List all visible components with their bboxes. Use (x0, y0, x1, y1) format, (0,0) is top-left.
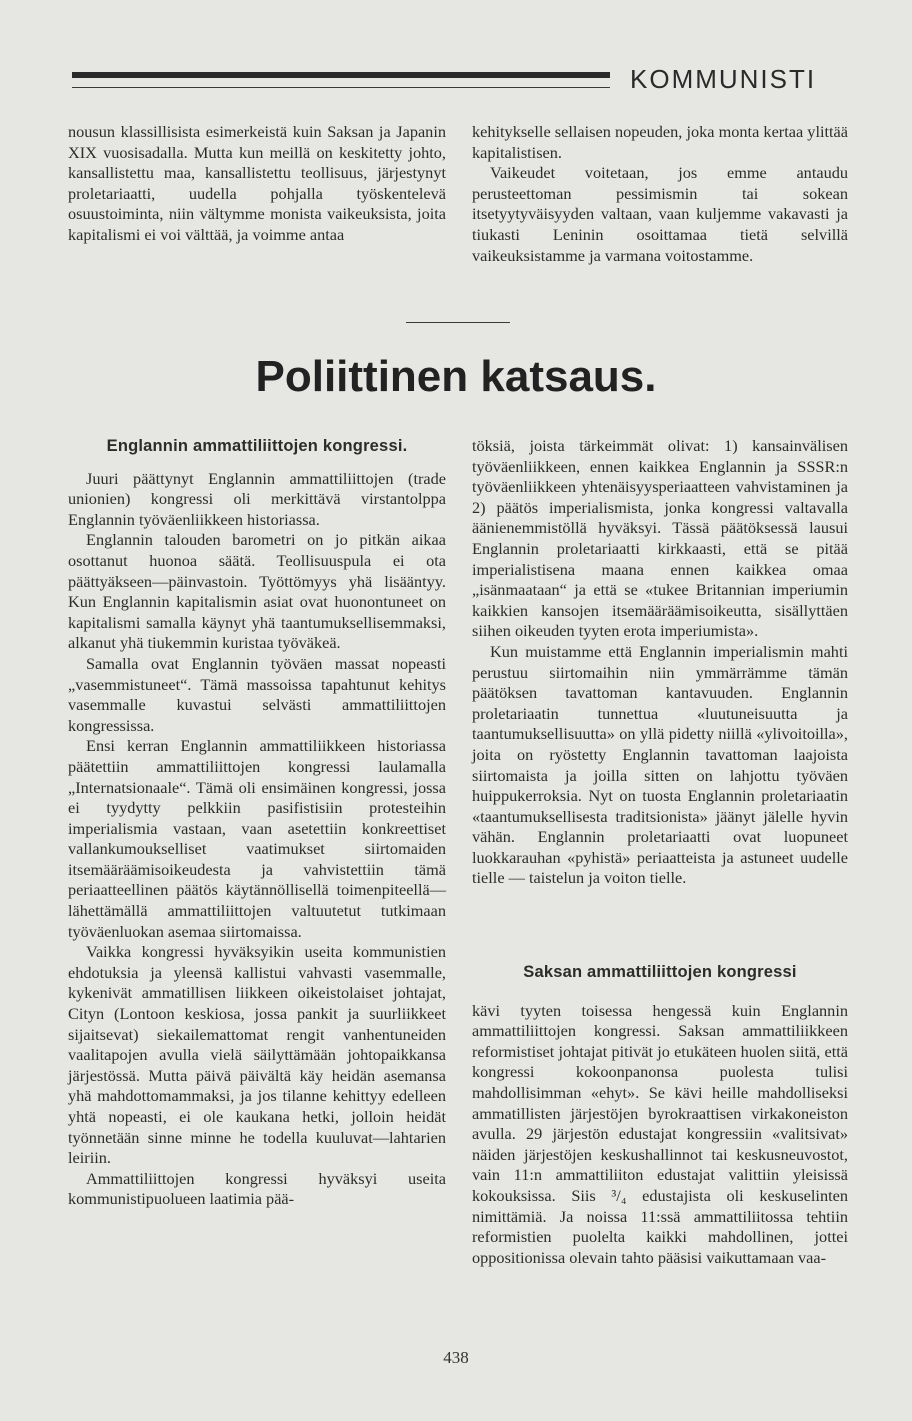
top-right-column (472, 122, 848, 266)
paragraph: Englannin talouden barometri on jo pitkän aikaa osottanut huonoa säätä. Teollisuuspula ei ota päättyäkseen—päinvastoin. Työttömyys yhä lisääntyy. Kun Englannin kapitalismin asiat ovat huonontuneet on kapitalismi samalla käynyt yhä taantumuksellisemmaksi, alkanut yhä tiukemmin kuristaa työväkeä. (68, 530, 446, 653)
left-article-column (68, 436, 446, 1210)
right-second-article (472, 962, 848, 1268)
article-subhead: Englannin ammattiliittojen kongressi. (106, 437, 408, 455)
paragraph: nousun klassillisista esimerkeistä kuin Saksan ja Japanin XIX vuosisadalla. Mutta kun meillä on keskitetty johto, kansallistettu maa, kansallistettu teollisuus, järjestynyt proletariaatti, uudella pohjalla työskentelevä osuustoiminta, niin vältymme monista vaikeuksista, joita kapitalismi ei voi välttää, ja voimme antaa (68, 122, 446, 244)
top-left-column (68, 122, 446, 246)
paragraph: Juuri päättynyt Englannin ammattiliittojen (trade unionien) kongressi oli merkittävä virstantolppa Englannin työväenliikkeen historiassa. (68, 468, 446, 529)
right-article-column (472, 436, 848, 889)
paragraph: kehitykselle sellaisen nopeuden, joka monta kertaa ylittää kapitalistisen. (472, 122, 848, 162)
paragraph: Samalla ovat Englannin työväen massat nopeasti „vasemmistuneet“. Tämä massoissa tapahtunut kehitys vasemmalle kuvastui selvästi ammattiliittojen kongressissa. (68, 653, 446, 735)
article-subhead: Saksan ammattiliittojen kongressi (523, 963, 797, 981)
section-title: Poliittinen katsaus. (255, 352, 657, 401)
paragraph: kävi tyyten toisessa hengessä kuin Englannin ammattiliittojen kongressi. Saksan ammattiliikkeen reformistiset johtajat pitivät jo etukäteen huolen siitä, että kongressi kokoonpanonsa puolesta tulisi mahdollisimman «ehyt». Se kävi heille mahdolliseksi ammatillisten järjestöjen byrokraattisen virkakoneiston avulla. 29 järjestön edustajat kongressiin «valitsivat» näiden järjestöjen keskushallinnot tai keskusneuvostot, vain 11:n ammattiliiton edustajat valittiin yleisissä kokouksissa. Siis ³/₄ edustajista oli keskuselinten nimittämiä. Ja noissa 11:ssä ammattiliitossa tehtiin reformistien puolelta kaikki mahdollinen, jottei oppositionissa olevain tahto pääsisi vaikuttamaan vaa- (472, 1000, 848, 1267)
paragraph: Vaikka kongressi hyväksyikin useita kommunistien ehdotuksia ja yleensä kallistui vahvasti vasemmalle, kykenivät ammatillisen liikkeen oikeistolaiset johtajat, Cityn (Lontoon keskiosa, jossa pankit ja suurliikkeet sijaitsevat) siekailemattomat rengit vanhentuneiden vaalitapojen avulla vielä säilyttämään johtopaikkansa järjestössä. Mutta päivä päivältä käy heidän asemansa yhä mahdottomammaksi, ja jos tilanne kehittyy edelleen yhtä nopeasti, ei ole kaukana hetki, jolloin heidät työnnetään sinne minne he todella kuuluvat—lahtarien leiriin. (68, 942, 446, 1168)
paragraph: Ensi kerran Englannin ammattiliikkeen historiassa päätettiin ammattiliittojen kongressi laulamalla „Internatsionaale“. Tämä oli ensimäinen kongressi, jossa ei tyydytty pelkkiin pasifistisiin protesteihin imperialismia vastaan, vaan asetettiin konkreettiset vallankumoukselliset vaatimukset siirtomaiden itsemääräämisoikeudesta ja vahvistettiin tämä periaatteellinen päätös käytännöllisellä toimenpiteellä—lähettämällä ammattiliittojen valtuutetut tutkimaan työväenluokan asemaa siirtomaissa. (68, 736, 446, 941)
paragraph: Vaikeudet voitetaan, jos emme antaudu perusteettoman pessimismin tai sokean itsetyytyväisyyden valtaan, vaan kuljemme vakavasti ja tiukasti Leninin osoittamaa tietä selvillä vaikeuksistamme ja varmana voitostamme. (472, 163, 848, 265)
paragraph: töksiä, joista tärkeimmät olivat: 1) kansainvälisen työväenliikkeen, ennen kaikkea Englannin ja SSSR:n työväenliikkeen yhtenäisyysperiaatteen vahvistaminen ja 2) päätös imperialismista, jonka kongressi valtavalla äänienemmistöllä hyväksyi. Tässä päätöksessä lausui Englannin proletariaatti kirkkaasti, että se pitää imperialistisena maana ennen kaikkea omaa „isänmaataan“ ja että se «tukee Britannian imperiumin kaikkien kansojen itsemääräämisoikeutta, sisällyttäen siihen oikeuden tyyten erota imperiumista». (472, 436, 848, 641)
section-divider (406, 322, 510, 323)
paragraph: Kun muistamme että Englannin imperialismin mahti perustuu siirtomaihin niin ymmärrämme tämän päätöksen tavattoman kantavuuden. Englannin proletariaatin tunnettua «luutuneisuutta ja taantumuksellisuutta» on yllä pidetty niillä «ylivoitoilla», joita on ryöstetty Englannin tavattoman laajoista siirtomaista ja joilla sitten on lahjottu työväen huippukerroksia. Nyt on tuosta Englannin proletariaatin «taantumuksellisesta traditsionista» jäänyt jälelle hyvin vähän. Englannin proletariaatti ovat luopuneet luokkarauhan «pyhistä» periaatteista ja astuneet uudelle tielle — taistelun ja voiton tielle. (472, 641, 848, 888)
header-bar (72, 72, 610, 78)
header-rule (72, 87, 610, 88)
page-number: 438 (443, 1348, 469, 1367)
paragraph: Ammattiliittojen kongressi hyväksyi useita kommunistipuolueen laatimia pää- (68, 1168, 446, 1209)
running-head: KOMMUNISTI (630, 64, 817, 94)
